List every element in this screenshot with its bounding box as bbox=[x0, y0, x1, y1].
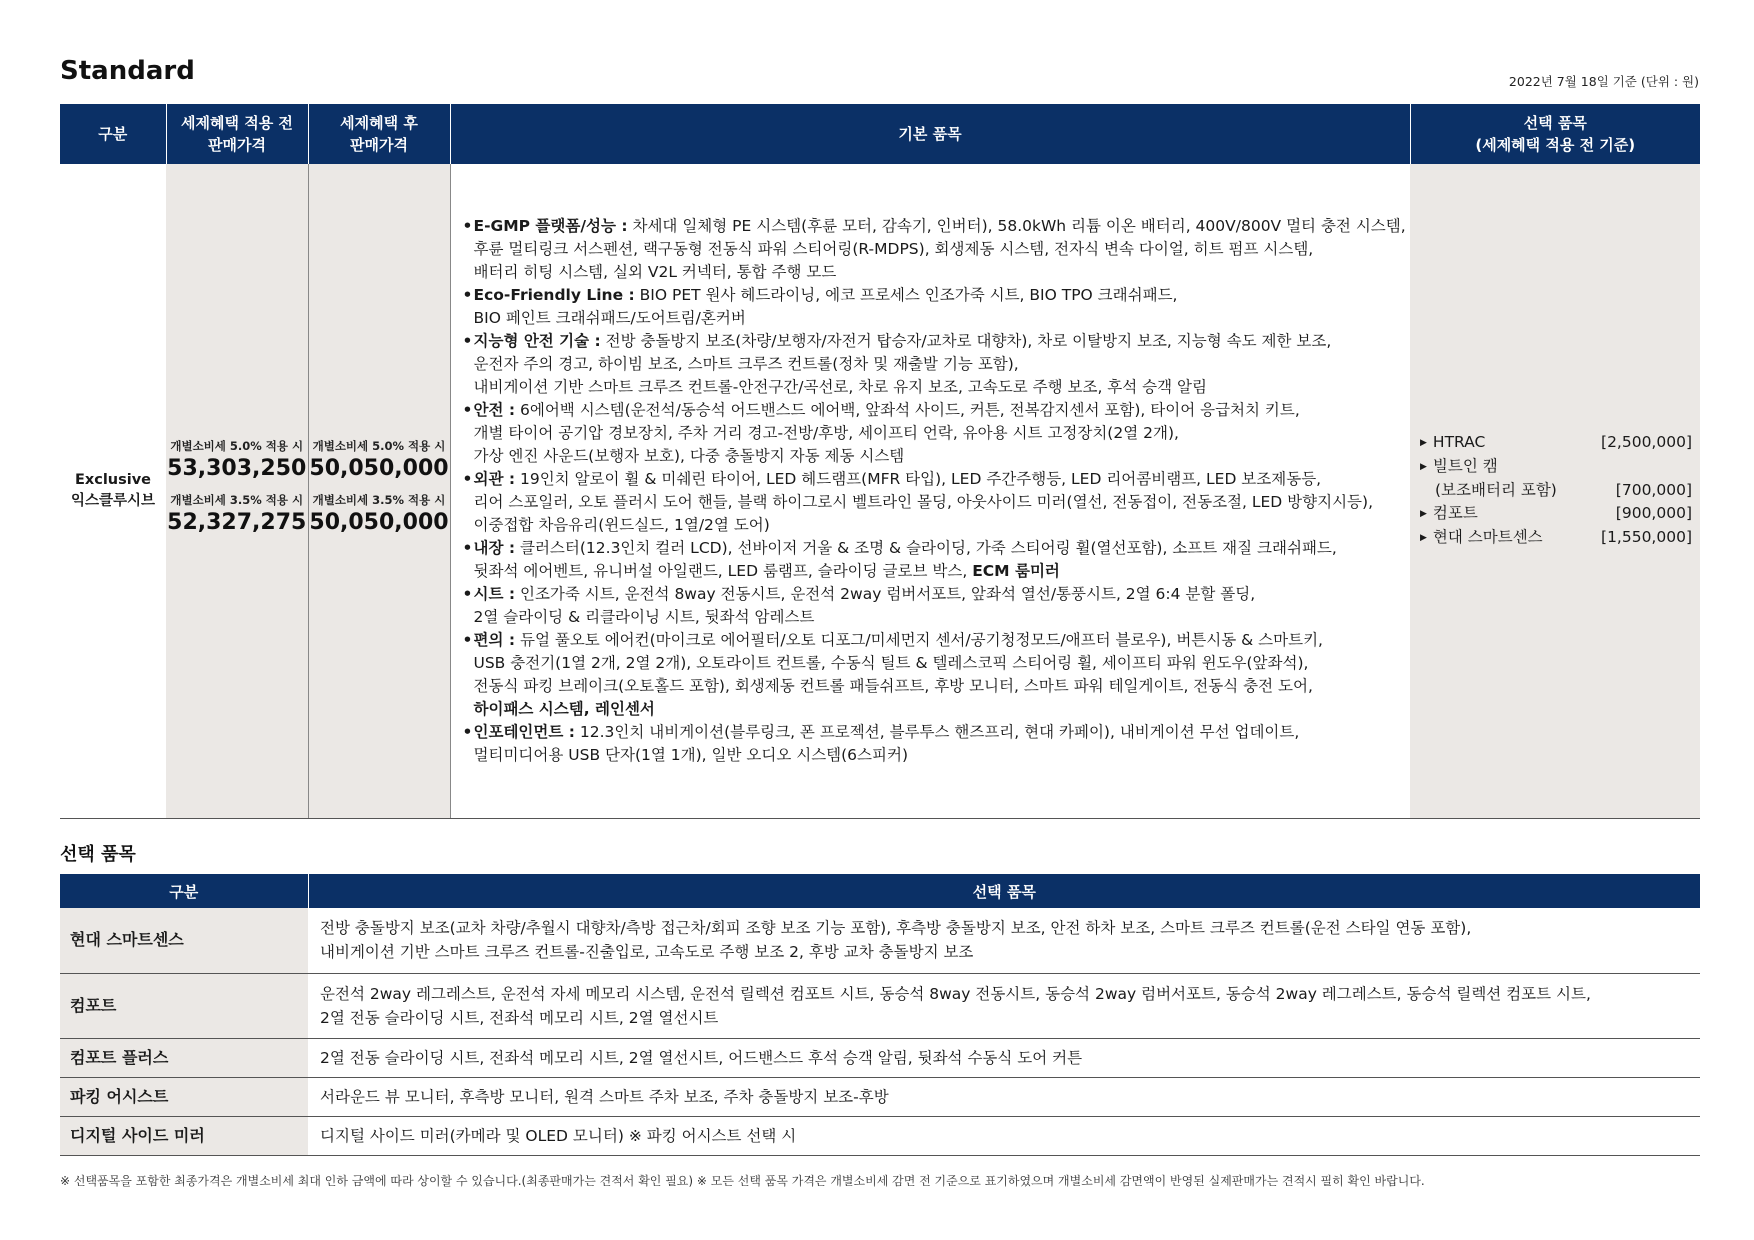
basic-item-text: 멀티미디어용 USB 단자(1열 1개), 일반 오디오 시스템(6스피커) bbox=[473, 745, 909, 764]
page-title: Standard bbox=[60, 56, 195, 86]
option-sub: (보조배터리 포함) bbox=[1435, 481, 1557, 500]
header-basic-items: 기본 품목 bbox=[450, 104, 1410, 164]
basic-item-line bbox=[473, 215, 1406, 238]
option-row bbox=[60, 1038, 1700, 1077]
basic-item-text: BIO PET 원사 헤드라이닝, 에코 프로세스 인조가죽 시트, BIO TPO 크래쉬패드, bbox=[639, 285, 1178, 304]
basic-item-key: E-GMP 플랫폼/성능 : bbox=[473, 216, 628, 235]
tax-label: 개별소비세 5.0% 적용 시 bbox=[170, 438, 304, 453]
triangle-icon: ▶ bbox=[1420, 509, 1427, 520]
option-table-header bbox=[60, 874, 1700, 908]
header-option-items: 선택 품목 bbox=[308, 874, 1700, 908]
basic-item bbox=[463, 629, 1397, 721]
price-after-cell bbox=[308, 164, 450, 818]
option-row bbox=[60, 973, 1700, 1038]
trim-name-en: Exclusive bbox=[74, 471, 152, 488]
trim-name-kr: 익스클루시브 bbox=[70, 492, 156, 509]
basic-item-line bbox=[474, 307, 1397, 330]
date-note: 2022년 7월 18일 기준 (단위 : 원) bbox=[1508, 74, 1699, 89]
bullet: • bbox=[462, 469, 473, 488]
basic-item bbox=[463, 399, 1397, 468]
header-category: 구분 bbox=[60, 104, 166, 164]
option-name bbox=[1420, 455, 1498, 479]
basic-item-line bbox=[474, 537, 1397, 560]
basic-item-line bbox=[474, 629, 1397, 652]
basic-item bbox=[462, 215, 1406, 284]
basic-item-text: 내비게이션 기반 스마트 크루즈 컨트롤-안전구간/곡선로, 차로 유지 보조, 고속도로 주행 보조, 후석 승객 알림 bbox=[473, 377, 1207, 396]
option-table bbox=[60, 874, 1700, 1156]
price-value: 50,050,000 bbox=[309, 509, 449, 535]
tax-label: 개별소비세 5.0% 적용 시 bbox=[312, 438, 446, 453]
option-row-line: 전방 충돌방지 보조(교차 차량/추월시 대향차/측방 접근차/회피 조향 보조 기능 포함), 후측방 충돌방지 보조, 안전 하차 보조, 스마트 크루즈 컨트롤(운전 스타일 연동 포함), bbox=[320, 919, 1472, 938]
basic-item-line bbox=[474, 353, 1397, 376]
basic-item-line bbox=[474, 491, 1397, 514]
basic-item-line bbox=[474, 652, 1397, 675]
header-options: 선택 품목 (세제혜택 적용 전 기준) bbox=[1410, 104, 1700, 164]
basic-item-key: 시트 : bbox=[473, 584, 516, 603]
option-price: [700,000] bbox=[1615, 481, 1692, 500]
option-row bbox=[60, 908, 1700, 973]
tax-label: 개별소비세 3.5% 적용 시 bbox=[170, 492, 304, 507]
basic-item-line bbox=[474, 376, 1397, 399]
basic-item-line bbox=[474, 238, 1397, 261]
bullet: • bbox=[462, 630, 473, 649]
basic-item-text: 전방 충돌방지 보조(차량/보행자/자전거 탑승자/교차로 대향차), 차로 이탈방지 보조, 지능형 속도 제한 보조, bbox=[605, 331, 1332, 350]
option-row-desc bbox=[308, 908, 1700, 973]
header-category: 구분 bbox=[60, 874, 308, 908]
basic-item-text: 후륜 멀티링크 서스펜션, 랙구동형 전동식 파워 스티어링(R-MDPS), 회생제동 시스템, 전자식 변속 다이얼, 히트 펌프 시스템, bbox=[473, 239, 1314, 258]
option-row-line: 서라운드 뷰 모니터, 후측방 모니터, 원격 스마트 주차 보조, 주차 충돌방지 보조-후방 bbox=[320, 1087, 889, 1106]
option-item bbox=[1420, 455, 1692, 479]
option-row-line: 디지털 사이드 미러(카메라 및 OLED 모니터) ※ 파킹 어시스트 선택 시 bbox=[320, 1126, 797, 1145]
option-row bbox=[60, 1077, 1700, 1116]
option-price: [2,500,000] bbox=[1601, 433, 1692, 452]
basic-item-line bbox=[474, 721, 1397, 744]
basic-item-line bbox=[474, 468, 1397, 491]
basic-item-text: 6에어백 시스템(운전석/동승석 어드밴스드 에어백, 앞좌석 사이드, 커튼, 전복감지센서 포함), 타이어 응급처치 키트, bbox=[519, 400, 1300, 419]
basic-item-text: 듀얼 풀오토 에어컨(마이크로 에어필터/오토 디포그/미세먼지 센서/공기청정모드/애프터 블로우), 버튼시동 & 스마트키, bbox=[519, 630, 1323, 649]
option-row-line: 2열 전동 슬라이딩 시트, 전좌석 메모리 시트, 2열 열선시트, 어드밴스드 후석 승객 알림, 뒷좌석 수동식 도어 커튼 bbox=[320, 1048, 1083, 1067]
basic-item-line bbox=[474, 330, 1397, 353]
trim-row bbox=[60, 164, 1700, 818]
basic-item-line bbox=[474, 514, 1397, 537]
option-row-line: 내비게이션 기반 스마트 크루즈 컨트롤-진출입로, 고속도로 주행 보조 2, 후방 교차 충돌방지 보조 bbox=[320, 943, 974, 962]
option-name-text: 현대 스마트센스 bbox=[1432, 528, 1543, 547]
option-row-name: 컴포트 플러스 bbox=[60, 1038, 308, 1077]
bullet: • bbox=[462, 216, 473, 235]
basic-item-key: Eco-Friendly Line : bbox=[473, 285, 635, 304]
bullet: • bbox=[462, 538, 473, 557]
basic-item-key: 안전 : bbox=[473, 400, 516, 419]
options-cell bbox=[1410, 164, 1700, 818]
basic-item bbox=[463, 583, 1397, 629]
option-name bbox=[1420, 526, 1543, 550]
basic-item-text: USB 충전기(1열 2개, 2열 2개), 오토라이트 컨트롤, 수동식 틸트 & 텔레스코픽 스티어링 휠, 세이프티 파워 윈도우(앞좌석), bbox=[473, 653, 1309, 672]
basic-item bbox=[463, 330, 1397, 399]
option-price: [1,550,000] bbox=[1601, 528, 1692, 547]
basic-item-line bbox=[474, 560, 1397, 583]
basic-item-bold: ECM 룸미러 bbox=[972, 561, 1060, 580]
option-name-text: 컴포트 bbox=[1432, 504, 1478, 523]
option-name bbox=[1420, 431, 1485, 455]
basic-item-line bbox=[474, 744, 1397, 767]
basic-item bbox=[463, 721, 1397, 767]
basic-item-text: 클러스터(12.3인치 컬러 LCD), 선바이저 거울 & 조명 & 슬라이딩, 가죽 스티어링 휠(열선포함), 소프트 재질 크래쉬패드, bbox=[519, 538, 1337, 557]
basic-item-text: 2열 슬라이딩 & 리클라이닝 시트, 뒷좌석 암레스트 bbox=[473, 607, 815, 626]
basic-item-text: 19인치 알로이 휠 & 미쉐린 타이어, LED 헤드램프(MFR 타입), LED 주간주행등, LED 리어콤비램프, LED 보조제동등, bbox=[519, 469, 1322, 488]
basic-item-line bbox=[474, 399, 1397, 422]
basic-item-line bbox=[474, 284, 1397, 307]
basic-item-text: 가상 엔진 사운드(보행자 보호), 다중 충돌방지 자동 제동 시스템 bbox=[473, 446, 905, 465]
basic-item-text: 뒷좌석 에어벤트, 유니버설 아일랜드, LED 룸램프, 슬라이딩 글로브 박스, bbox=[473, 561, 973, 580]
bullet: • bbox=[462, 722, 473, 741]
price-table-header bbox=[60, 104, 1700, 164]
option-name-text: 빌트인 캠 bbox=[1432, 457, 1498, 476]
bullet: • bbox=[462, 331, 473, 350]
basic-item-line bbox=[474, 422, 1397, 445]
basic-item-key: 내장 : bbox=[473, 538, 516, 557]
option-row-name: 컴포트 bbox=[60, 973, 308, 1038]
trim-name bbox=[60, 164, 166, 818]
option-row-desc bbox=[308, 1116, 1700, 1155]
option-item bbox=[1420, 479, 1692, 502]
basic-item-text: 차세대 일체형 PE 시스템(후륜 모터, 감속기, 인버터), 58.0kWh 리튬 이온 배터리, 400V/800V 멀티 충전 시스템, bbox=[632, 216, 1406, 235]
option-item bbox=[1420, 431, 1692, 455]
option-row-line: 운전석 2way 레그레스트, 운전석 자세 메모리 시스템, 운전석 릴렉션 컴포트 시트, 동승석 8way 전동시트, 동승석 2way 럼버서포트, 동승석 2way 레그레스트, 동승석 릴렉션 컴포트 시트, bbox=[320, 984, 1591, 1003]
basic-item-line bbox=[474, 583, 1397, 606]
basic-item-text: 12.3인치 내비게이션(블루링크, 폰 프로젝션, 블루투스 핸즈프리, 현대 카페이), 내비게이션 무선 업데이트, bbox=[579, 722, 1300, 741]
basic-item-key: 편의 : bbox=[473, 630, 516, 649]
basic-item-text: 배터리 히팅 시스템, 실외 V2L 커넥터, 통합 주행 모드 bbox=[473, 262, 837, 281]
price-table bbox=[60, 104, 1700, 819]
bullet: • bbox=[462, 400, 473, 419]
basic-item-line bbox=[474, 675, 1397, 698]
basic-item bbox=[463, 468, 1397, 537]
basic-item-line bbox=[474, 261, 1397, 284]
price-before-cell bbox=[166, 164, 308, 818]
option-row bbox=[60, 1116, 1700, 1155]
option-price: [900,000] bbox=[1615, 504, 1692, 523]
basic-item-text: 전동식 파킹 브레이크(오토홀드 포함), 회생제동 컨트롤 패들쉬프트, 후방 모니터, 스마트 파워 테일게이트, 전동식 충전 도어, bbox=[473, 676, 1313, 695]
basic-items-list bbox=[462, 215, 1406, 767]
tax-label: 개별소비세 3.5% 적용 시 bbox=[312, 492, 446, 507]
bullet: • bbox=[462, 285, 473, 304]
option-row-desc bbox=[308, 973, 1700, 1038]
basic-item bbox=[463, 284, 1397, 330]
header-price-before: 세제혜택 적용 전 판매가격 bbox=[166, 104, 308, 164]
option-item bbox=[1420, 502, 1692, 526]
options-list bbox=[1420, 431, 1692, 550]
basic-item-bold: 하이패스 시스템, 레인센서 bbox=[473, 699, 655, 718]
triangle-icon: ▶ bbox=[1420, 438, 1427, 449]
footnote: ※ 선택품목을 포함한 최종가격은 개별소비세 최대 인하 금액에 따라 상이할 수 있습니다.(최종판매가는 견적서 확인 필요) ※ 모든 선택 품목 가격은 개별소비세 감면 전 기준으로 표기하였으며 개별소비세 감면액이 반영된 실제판매가는 견적시 필히 확인 바랍니다. bbox=[60, 1174, 1425, 1188]
basic-item-text: 개별 타이어 공기압 경보장치, 주차 거리 경고-전방/후방, 세이프티 언락, 유아용 시트 고정장치(2열 2개), bbox=[473, 423, 1179, 442]
option-item bbox=[1420, 526, 1692, 550]
option-section-title: 선택 품목 bbox=[60, 844, 136, 865]
basic-item-text: 리어 스포일러, 오토 플러시 도어 핸들, 블랙 하이그로시 벨트라인 몰딩, 아웃사이드 미러(열선, 전동접이, 전동조절, LED 방향지시등), bbox=[473, 492, 1374, 511]
basic-item-key: 지능형 안전 기술 : bbox=[473, 331, 601, 350]
option-row-name: 디지털 사이드 미러 bbox=[60, 1116, 308, 1155]
triangle-icon: ▶ bbox=[1420, 533, 1427, 544]
triangle-icon: ▶ bbox=[1420, 462, 1427, 473]
basic-item-key: 인포테인먼트 : bbox=[473, 722, 575, 741]
option-name-text: HTRAC bbox=[1432, 433, 1486, 452]
basic-item-key: 외관 : bbox=[473, 469, 516, 488]
basic-item-text: BIO 페인트 크래쉬패드/도어트림/혼커버 bbox=[473, 308, 746, 327]
basic-item-text: 인조가죽 시트, 운전석 8way 전동시트, 운전석 2way 럼버서포트, 앞좌석 열선/통풍시트, 2열 6:4 분할 폴딩, bbox=[519, 584, 1256, 603]
bullet: • bbox=[462, 584, 473, 603]
price-value: 50,050,000 bbox=[309, 455, 449, 481]
basic-item-line bbox=[474, 445, 1397, 468]
option-row-name: 현대 스마트센스 bbox=[60, 908, 308, 973]
basic-item-line bbox=[474, 606, 1397, 629]
option-row-desc bbox=[308, 1077, 1700, 1116]
basic-item bbox=[463, 537, 1397, 583]
option-row-desc bbox=[308, 1038, 1700, 1077]
basic-item-text: 운전자 주의 경고, 하이빔 보조, 스마트 크루즈 컨트롤(정차 및 재출발 기능 포함), bbox=[473, 354, 1019, 373]
option-row-name: 파킹 어시스트 bbox=[60, 1077, 308, 1116]
price-value: 52,327,275 bbox=[167, 509, 307, 535]
basic-items-cell bbox=[450, 164, 1410, 818]
option-name bbox=[1420, 502, 1478, 526]
option-row-line: 2열 전동 슬라이딩 시트, 전좌석 메모리 시트, 2열 열선시트 bbox=[320, 1008, 719, 1027]
price-value: 53,303,250 bbox=[167, 455, 307, 481]
basic-item-text: 이중접합 차음유리(윈드실드, 1열/2열 도어) bbox=[473, 515, 770, 534]
header-price-after: 세제혜택 후 판매가격 bbox=[308, 104, 450, 164]
